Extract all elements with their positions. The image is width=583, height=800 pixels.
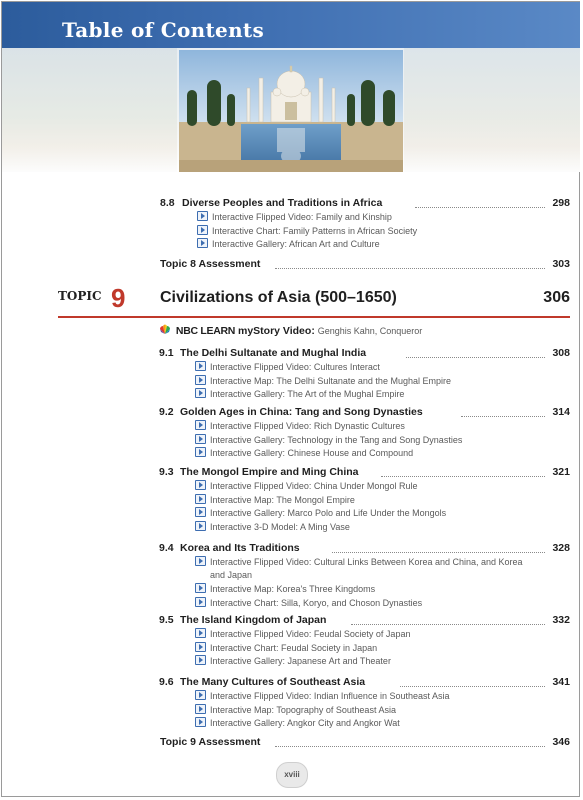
section-number: 9.4 (159, 542, 174, 554)
video-play-icon (197, 211, 208, 221)
resource-label: Interactive Flipped Video: Feudal Society of Japan (210, 629, 411, 639)
video-play-icon (195, 597, 206, 607)
page-folio: xviii (276, 762, 308, 788)
video-play-icon (195, 375, 206, 385)
page-number: 332 (552, 614, 570, 626)
resource-label: Interactive Gallery: Chinese House and Compound (210, 448, 414, 458)
resource-item[interactable] (195, 583, 375, 594)
dot-leader (275, 268, 545, 269)
resource-item[interactable] (195, 447, 413, 458)
mystory-label: myStory Video: (237, 325, 315, 337)
resource-item[interactable] (197, 211, 392, 222)
topic-number: 9 (111, 283, 126, 313)
video-play-icon (195, 388, 206, 398)
dot-leader (406, 357, 545, 358)
page-number: 328 (552, 542, 570, 554)
resource-label: Interactive Flipped Video: Rich Dynastic Cultures (210, 421, 405, 431)
section-title[interactable]: The Delhi Sultanate and Mughal India (180, 347, 367, 359)
resource-item-continued[interactable] (210, 570, 252, 580)
resource-label: Interactive Flipped Video: China Under Mongol Rule (210, 481, 418, 491)
video-play-icon (195, 717, 206, 727)
dot-leader (415, 207, 545, 208)
resource-item[interactable] (195, 494, 355, 505)
resource-label: Interactive Gallery: Japanese Art and Theater (210, 656, 391, 666)
video-play-icon (195, 521, 206, 531)
resource-item[interactable] (195, 434, 462, 445)
page-number: 303 (552, 258, 570, 270)
page-number: 341 (552, 676, 570, 688)
section-title[interactable]: The Island Kingdom of Japan (180, 614, 327, 626)
resource-item[interactable] (195, 556, 523, 567)
section-number: 9.3 (159, 466, 174, 478)
resource-label: Interactive Flipped Video: Cultures Interact (210, 362, 380, 372)
section-title[interactable]: Golden Ages in China: Tang and Song Dynasties (180, 406, 423, 418)
section-number: 9.1 (159, 347, 174, 359)
resource-item[interactable] (197, 238, 380, 249)
nbc-learn-brand: NBC LEARN (175, 325, 236, 337)
dot-leader (400, 686, 546, 687)
resource-item[interactable] (195, 655, 391, 666)
mystory-subject: Genghis Kahn, Conqueror (317, 326, 423, 336)
resource-item[interactable] (195, 480, 417, 491)
resource-item[interactable] (195, 642, 377, 653)
page-title: Table of Contents (62, 18, 265, 42)
resource-label: Interactive Flipped Video: Family and Kinship (212, 212, 392, 222)
topic-assessment[interactable]: Topic 8 Assessment (160, 258, 261, 270)
video-play-icon (195, 447, 206, 457)
video-play-icon (195, 434, 206, 444)
resource-item[interactable] (195, 388, 404, 399)
dot-leader (332, 552, 545, 553)
resource-item[interactable] (195, 717, 400, 728)
section-title[interactable]: Diverse Peoples and Traditions in Africa (182, 197, 383, 209)
section-number: 9.5 (159, 614, 174, 626)
resource-label: Interactive Map: The Mongol Empire (210, 494, 355, 505)
resource-label: Interactive 3-D Model: A Ming Vase (210, 521, 350, 532)
video-play-icon (195, 494, 206, 504)
resource-item[interactable] (195, 521, 350, 532)
section-number: 9.2 (159, 406, 174, 418)
header-banner (2, 48, 580, 172)
dot-leader (381, 476, 545, 477)
page-number: 321 (552, 466, 570, 478)
resource-label: Interactive Gallery: Marco Polo and Life Under the Mongols (210, 508, 447, 518)
section-number: 9.6 (159, 676, 174, 688)
topic-title[interactable]: Civilizations of Asia (500–1650) (160, 289, 397, 306)
resource-label: Interactive Gallery: African Art and Culture (212, 239, 380, 249)
resource-item[interactable] (195, 704, 396, 715)
video-play-icon (195, 420, 206, 430)
video-play-icon (197, 238, 208, 248)
resource-item[interactable] (195, 507, 446, 518)
page-number: 308 (552, 347, 570, 359)
resource-label: Interactive Map: Topography of Southeast Asia (210, 704, 396, 715)
resource-label: Interactive Gallery: The Art of the Mughal Empire (210, 389, 405, 399)
video-play-icon (195, 690, 206, 700)
dot-leader (351, 624, 545, 625)
resource-label: Interactive Map: Korea's Three Kingdoms (210, 584, 376, 594)
resource-label: Interactive Gallery: Technology in the Tang and Song Dynasties (210, 434, 463, 445)
resource-label: Interactive Flipped Video: Indian Influence in Southeast Asia (210, 691, 450, 701)
nbc-peacock-icon (159, 324, 171, 335)
dot-leader (275, 746, 545, 747)
mystory-video[interactable] (159, 324, 422, 337)
resource-item[interactable] (195, 361, 380, 372)
section-title[interactable]: Korea and Its Traditions (180, 542, 300, 554)
resource-label: and Japan (210, 569, 253, 580)
video-play-icon (195, 655, 206, 665)
dot-leader (461, 416, 546, 417)
resource-label: Interactive Chart: Feudal Society in Japan (210, 642, 378, 653)
video-play-icon (195, 628, 206, 638)
resource-item[interactable] (197, 225, 417, 236)
resource-item[interactable] (195, 375, 451, 386)
resource-label: Interactive Map: The Delhi Sultanate and the Mughal Empire (210, 375, 451, 386)
topic-rule (58, 316, 570, 318)
section-title[interactable]: The Many Cultures of Southeast Asia (180, 676, 366, 688)
page-number: 298 (552, 197, 570, 209)
video-play-icon (195, 704, 206, 714)
resource-label: Interactive Chart: Silla, Koryo, and Choson Dynasties (210, 597, 423, 608)
resource-item[interactable] (195, 690, 450, 701)
resource-label: Interactive Chart: Family Patterns in African Society (212, 226, 418, 236)
page-number: 314 (552, 406, 570, 418)
resource-item[interactable] (195, 628, 410, 639)
section-number: 8.8 (160, 197, 175, 209)
resource-label: Interactive Gallery: Angkor City and Angkor Wat (210, 718, 400, 728)
taj-mahal-photo (179, 50, 403, 172)
video-play-icon (195, 361, 206, 371)
video-play-icon (197, 225, 208, 235)
topic-page-number: 306 (543, 289, 570, 306)
video-play-icon (195, 507, 206, 517)
video-play-icon (195, 583, 206, 593)
page-number: 346 (552, 736, 570, 748)
video-play-icon (195, 480, 206, 490)
topic-assessment[interactable]: Topic 9 Assessment (160, 736, 261, 748)
resource-item[interactable] (195, 597, 422, 608)
video-play-icon (195, 556, 206, 566)
banner-fade-right (404, 48, 580, 172)
title-bar (2, 2, 580, 48)
resource-item[interactable] (195, 420, 405, 431)
resource-label: Interactive Flipped Video: Cultural Links Between Korea and China, and Korea (210, 557, 523, 567)
banner-fade-left (2, 48, 177, 172)
video-play-icon (195, 642, 206, 652)
topic-label: TOPIC (58, 289, 102, 303)
section-title[interactable]: The Mongol Empire and Ming China (180, 466, 359, 478)
